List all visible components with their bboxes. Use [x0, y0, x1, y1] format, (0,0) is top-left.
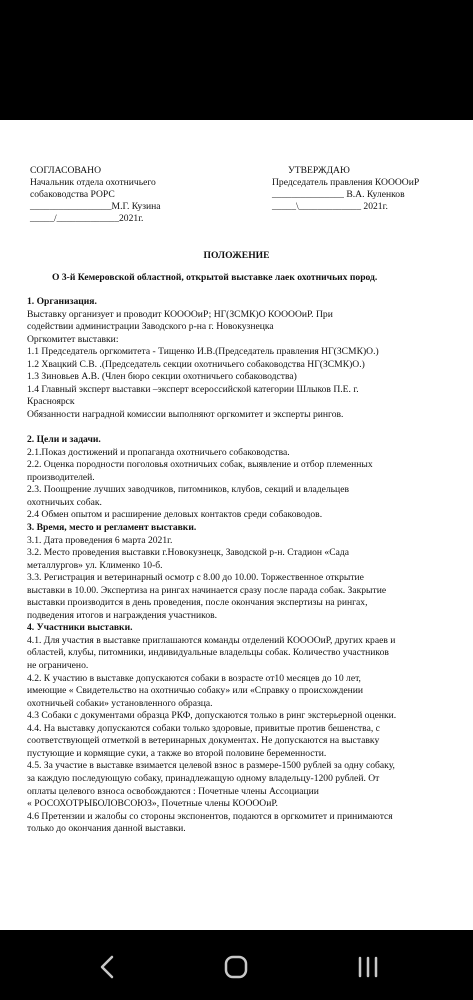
section-heading: 4. Участники выставки. [27, 622, 133, 634]
body-line: пустующие и кормящие суки, а также во второй половине беременности. [27, 747, 327, 759]
body-line: 3.3. Регистрация и ветеринарный осмотр с 8.00 до 10.00. Торжественное открытие [27, 572, 364, 584]
body-line: оплаты целевого взноса освобождаются : Почетные члены Ассоциации [27, 785, 319, 797]
body-line: 4.5. За участие в выставке взимается целевой взнос в размере-1500 рублей за одну собаку, [27, 760, 395, 772]
body-line: только до окончания данной выставки. [27, 823, 186, 835]
back-button[interactable] [88, 952, 128, 982]
recents-icon [348, 952, 388, 982]
status-bar-area [0, 0, 473, 120]
body-line: Оргкомитет выставки: [27, 333, 119, 345]
approval-right-line-2: Председатель правления КОООOиР [272, 177, 420, 188]
document-subtitle: О 3-й Кемеровской областной, открытой выставке лаек охотничьих пород. [52, 272, 378, 283]
body-line: 1.4 Главный эксперт выставки –эксперт всероссийской категории Шлыков П.Е. г. [27, 383, 359, 395]
body-line: 4.4. На выставку допускаются собаки только здоровые, привитые против бешенства, с [27, 722, 380, 734]
approval-right-line-4: _____\_____________ 2021г. [272, 201, 388, 212]
home-button[interactable] [216, 952, 256, 982]
body-line: охотничьих собак. [27, 496, 102, 508]
body-line: областей, клубы, питомники, индивидуальные владельцы собак. Количество участников [27, 647, 389, 659]
body-line: « РОСОХОТРЫБОЛОВСОЮЗ», Почетные члены КОООOиР. [27, 798, 278, 809]
approval-left-line-5: _____/_____________2021г. [30, 213, 144, 224]
body-line: 2.3. Поощрение лучших заводчиков, питомников, клубов, секций и владельцев [27, 484, 349, 496]
body-line: не ограничено. [27, 660, 89, 671]
approval-left-line-4: _________________М.Г. Кузина [30, 201, 161, 212]
body-line: 4.6 Претензии и жалобы со стороны экспонентов, подаются в оргкомитет и принимаются [27, 810, 393, 822]
body-line: выставки в 10.00. Экспертиза на рингах начинается сразу после парада собак. Закрытие [27, 584, 387, 596]
body-line: подведения итогов и награждения участников. [27, 609, 218, 621]
body-line: за каждую последующую собаку, принадлежащую одному владельцу-1200 рублей. От [27, 772, 380, 784]
document-page [0, 120, 473, 930]
home-icon [216, 952, 256, 982]
body-line: 1.2 Хвацкий С.В. .(Председатель секции охотничьего собаководства НГ(ЗСМК)О.) [27, 358, 365, 370]
approval-left-line-1: СОГЛАСОВАНО [30, 165, 102, 176]
body-line: Выставку организует и проводит КОООOиР; НГ(ЗСМК)О КОООOиР. При [27, 308, 333, 320]
document-title: ПОЛОЖЕНИЕ [203, 250, 270, 261]
section-heading: 3. Время, место и регламент выставки. [27, 521, 197, 533]
body-line: 2.1.Показ достижений и пропаганда охотничьего собаководства. [27, 446, 290, 458]
body-line: 2.4 Обмен опытом и расширение деловых контактов среди собаководов. [27, 509, 323, 521]
recents-button[interactable] [348, 952, 388, 982]
body-line: производителей. [27, 471, 95, 483]
body-line: 3.1. Дата проведения 6 марта 2021г. [27, 534, 173, 546]
section-heading: 1. Организация. [27, 296, 97, 307]
approval-left-line-2: Начальник отдела охотничьего [30, 177, 156, 188]
body-line: Обязанности наградной комиссии выполняют оргкомитет и эксперты рингов. [27, 408, 344, 420]
body-line: соответствующей отметкой в ветеринарных документах. Не допускаются на выставку [27, 735, 380, 747]
approval-right-line-3: _______________ В.А. Куленков [272, 189, 405, 200]
body-line: 3.2. Место проведения выставки г.Новокузнецк, Заводской р-н. Стадион «Сада [27, 547, 350, 558]
body-line: охотничьей собаки» установленного образца. [27, 697, 213, 709]
body-line: 4.1. Для участия в выставке приглашаются команды отделений КОООOиР, других краев и [27, 634, 396, 646]
body-line: 4.3 Собаки с документами образца РКФ, допускаются только в ринг экстерьерной оценки. [27, 710, 397, 722]
approval-left-line-3: собаководства РОРС [30, 189, 115, 200]
body-line: выставки производится в день проведения, после окончания экспертизы на рингах, [27, 597, 368, 609]
body-line: имеющие « Свидетельство на охотничью собаку» или «Справку о происхождении [27, 685, 363, 696]
chevron-left-icon [88, 952, 128, 982]
body-line: 1.1 Председатель оргкомитета - Тищенко И.В.(Председатель правления НГ(ЗСМК)О.) [27, 346, 379, 358]
body-line: содействии администрации Заводского р-на г. Новокузнецка [27, 321, 274, 333]
section-heading: 2. Цели и задачи. [27, 434, 101, 446]
body-line: Красноярск [27, 396, 75, 408]
body-line: 4.2. К участию в выставке допускаются собаки в возрасте от10 месяцев до 10 лет, [27, 672, 361, 684]
navigation-bar [0, 930, 473, 1000]
body-line: металлургов» ул. Клименко 10-б. [27, 559, 163, 571]
approval-right-line-1: УТВЕРЖДАЮ [288, 165, 350, 176]
body-line: 2.2. Оценка породности поголовья охотничьих собак, выявление и отбор племенных [27, 459, 373, 471]
body-line: 1.3 Зиновьев А.В. (Член бюро секции охотничьего собаководства) [27, 371, 297, 383]
